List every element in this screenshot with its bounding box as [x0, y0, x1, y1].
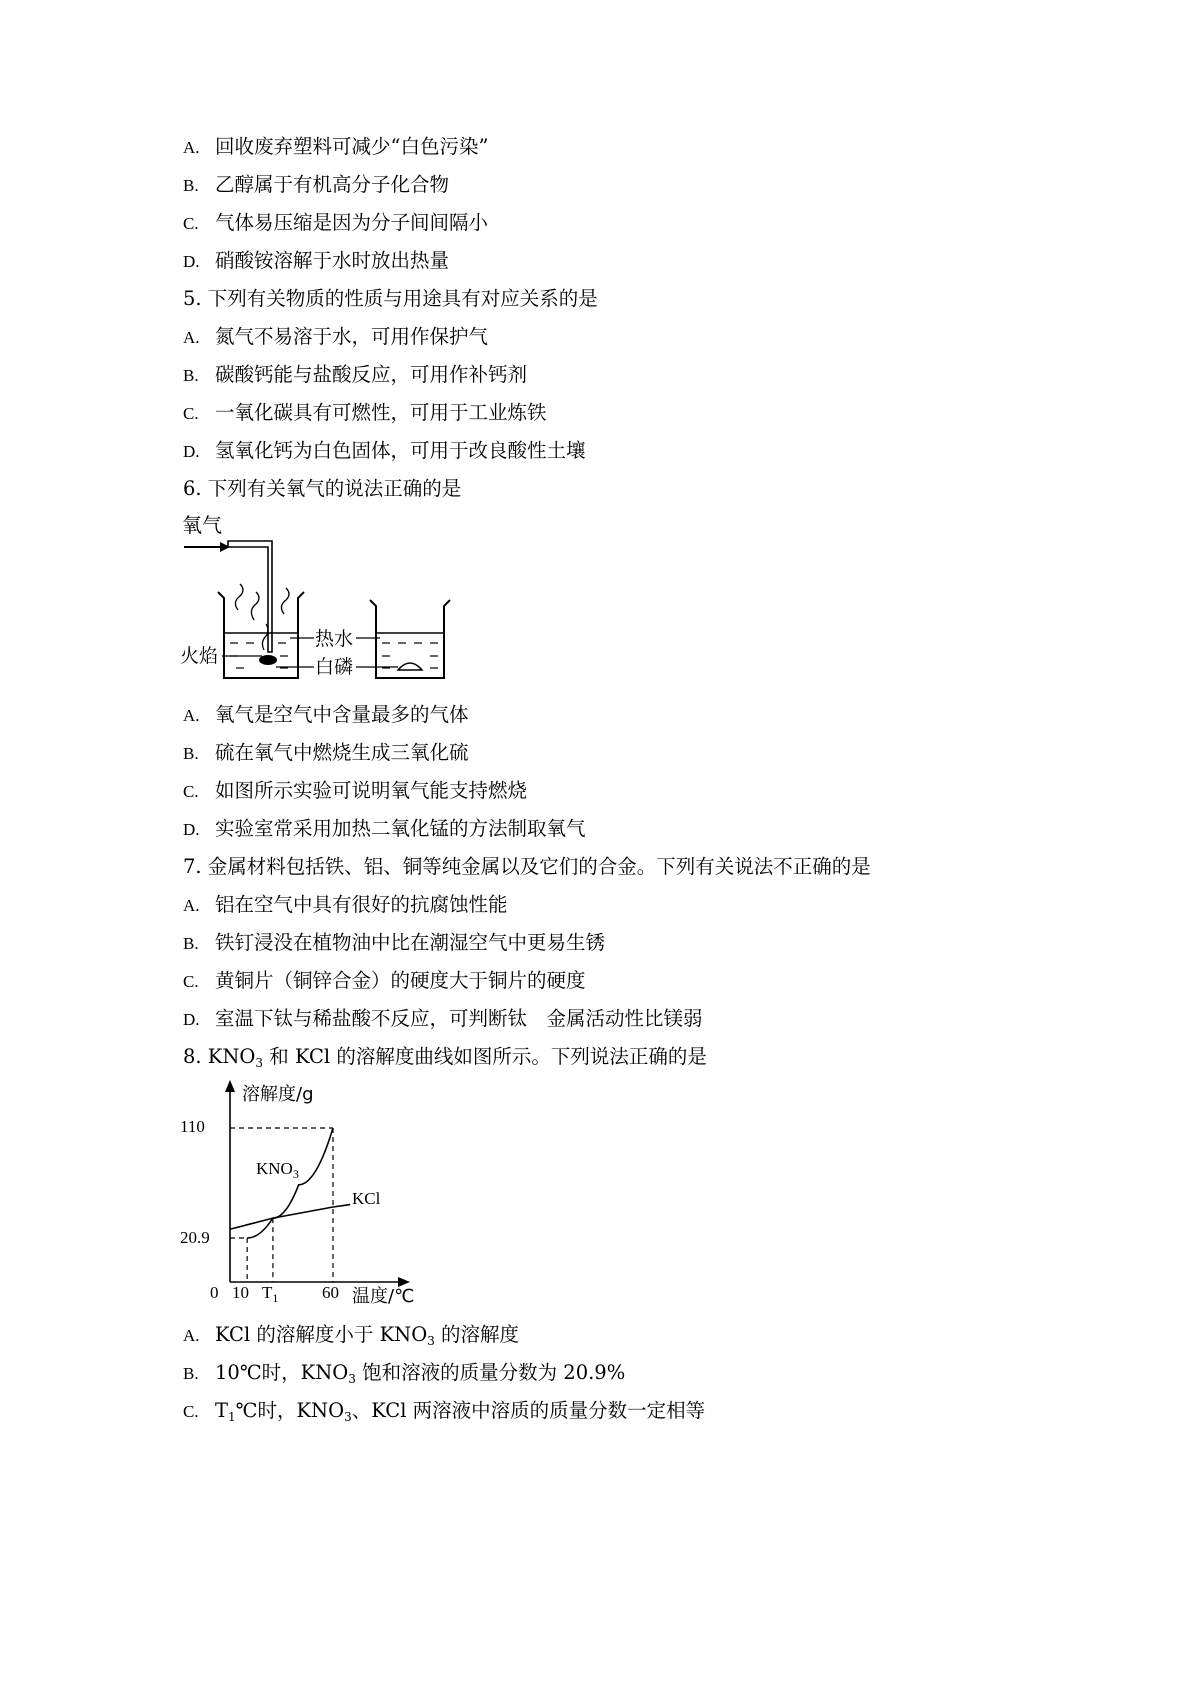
series-label-kcl: KCl	[352, 1189, 381, 1208]
q5-stem: 5. 下列有关物质的性质与用途具有对应关系的是	[183, 287, 598, 310]
y-tick-20-9: 20.9	[180, 1228, 210, 1247]
y-tick-110: 110	[180, 1117, 205, 1136]
q6-option-a: A. 氧气是空气中含量最多的气体	[183, 703, 469, 726]
q4-option-a: A. 回收废弃塑料可减少“白色污染”	[183, 135, 489, 158]
q6-stem: 6. 下列有关氧气的说法正确的是	[183, 477, 462, 500]
q8-option-a: A. KCl 的溶解度小于 $KNO_3$ 的溶解度	[183, 1323, 520, 1348]
q5-option-d: D. 氢氧化钙为白色固体，可用于改良酸性土壤	[183, 439, 586, 462]
x-tick-10: 10	[232, 1283, 249, 1302]
q6-option-c: C. 如图所示实验可说明氧气能支持燃烧	[183, 779, 528, 802]
beaker-diagram	[180, 510, 500, 685]
x-axis-label: 温度/℃	[352, 1286, 415, 1305]
q6-option-d: D. 实验室常采用加热二氧化锰的方法制取氧气	[183, 817, 586, 840]
flame-label: 火焰	[180, 645, 219, 667]
x-tick-t1: $T_1$	[262, 1283, 279, 1305]
solubility-chart-svg	[180, 1080, 480, 1305]
right-phosphorus	[398, 663, 422, 670]
q7-stem: 7. 金属材料包括铁、铝、铜等纯金属以及它们的合金。下列有关说法不正确的是	[183, 855, 871, 878]
q7-option-d: D. 室温下钛与稀盐酸不反应，可判断钛 金属活动性比镁弱	[183, 1007, 703, 1030]
x-tick-0: 0	[210, 1283, 219, 1302]
hot-water-label: 热水	[315, 628, 354, 650]
flame-wisps	[235, 584, 289, 650]
curves	[230, 1128, 350, 1238]
q6-option-b: B. 硫在氧气中燃烧生成三氧化硫	[183, 741, 469, 764]
q4-option-d: D. 硝酸铵溶解于水时放出热量	[183, 249, 450, 272]
left-beaker	[218, 592, 304, 678]
white-phosphorus-label: 白磷	[315, 656, 354, 678]
q4-option-c: C. 气体易压缩是因为分子间间隔小	[183, 211, 489, 234]
solubility-chart	[180, 1080, 480, 1305]
right-beaker	[370, 600, 450, 678]
q8-option-b: B. 10℃时，$KNO_3$ 饱和溶液的质量分数为 20.9%	[183, 1361, 626, 1386]
q5-option-b: B. 碳酸钙能与盐酸反应，可用作补钙剂	[183, 363, 528, 386]
series-label-kno3: $KNO_3$	[256, 1159, 299, 1181]
y-axis-arrow	[225, 1080, 235, 1092]
q7-option-b: B. 铁钉浸没在植物油中比在潮湿空气中更易生锈	[183, 931, 606, 954]
q5-option-c: C. 一氧化碳具有可燃性，可用于工业炼铁	[183, 401, 547, 424]
q5-option-a: A. 氮气不易溶于水，可用作保护气	[183, 325, 489, 348]
oxygen-tube	[228, 541, 272, 652]
dashed-guides	[230, 1128, 333, 1282]
right-water-dashes	[382, 643, 438, 668]
y-axis-label: 溶解度/g	[242, 1084, 314, 1105]
q8-option-c: C. $T_1℃$时，$KNO_3$、KCl 两溶液中溶质的质量分数一定相等	[183, 1399, 706, 1424]
kcl-curve	[230, 1205, 350, 1230]
q4-option-b: B. 乙醇属于有机高分子化合物	[183, 173, 450, 196]
x-tick-60: 60	[322, 1283, 339, 1302]
oxygen-label: 氧气	[182, 513, 222, 537]
q8-stem: 8. $KNO_3$ 和 KCl 的溶解度曲线如图所示。下列说法正确的是	[183, 1045, 707, 1070]
q7-option-c: C. 黄铜片（铜锌合金）的硬度大于铜片的硬度	[183, 969, 586, 992]
oxygen-phosphorus-figure	[180, 510, 500, 685]
q7-option-a: A. 铝在空气中具有很好的抗腐蚀性能	[183, 893, 508, 916]
